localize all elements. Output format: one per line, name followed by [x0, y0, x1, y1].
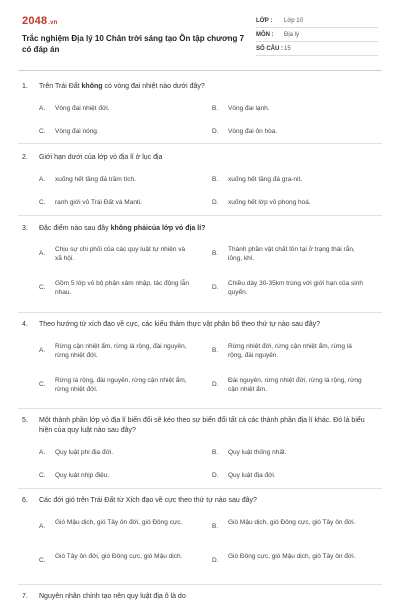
question-divider	[18, 488, 382, 489]
site-logo[interactable]: 2048.vn	[22, 15, 58, 27]
meta-value: Lớp 10	[284, 17, 303, 24]
meta-label: SỐ CÂU :	[256, 45, 283, 52]
question-divider	[18, 584, 382, 585]
question-number: 5.	[22, 417, 28, 424]
meta-value: Địa lý	[284, 31, 300, 38]
question-divider	[18, 312, 382, 313]
question-divider	[18, 215, 382, 216]
page-title: Trắc nghiệm Địa lý 10 Chân trời sáng tạo Ôn tập chương 7 có đáp án	[22, 34, 245, 54]
header-divider	[18, 70, 382, 71]
meta-value: 15	[284, 45, 291, 52]
meta-row-class	[256, 14, 378, 28]
question-number: 1.	[22, 83, 28, 90]
meta-row-subject	[256, 28, 378, 42]
question-number: 2.	[22, 154, 28, 161]
meta-label: LỚP :	[256, 17, 273, 24]
question-divider	[18, 143, 382, 144]
meta-label: MÔN :	[256, 31, 274, 38]
question-divider	[18, 408, 382, 409]
question-number: 7.	[22, 593, 28, 600]
meta-row-count	[256, 42, 378, 56]
question-number: 6.	[22, 497, 28, 504]
meta-table	[256, 14, 378, 56]
question-number: 3.	[22, 225, 28, 232]
question-number: 4.	[22, 321, 28, 328]
document-header	[0, 0, 400, 68]
